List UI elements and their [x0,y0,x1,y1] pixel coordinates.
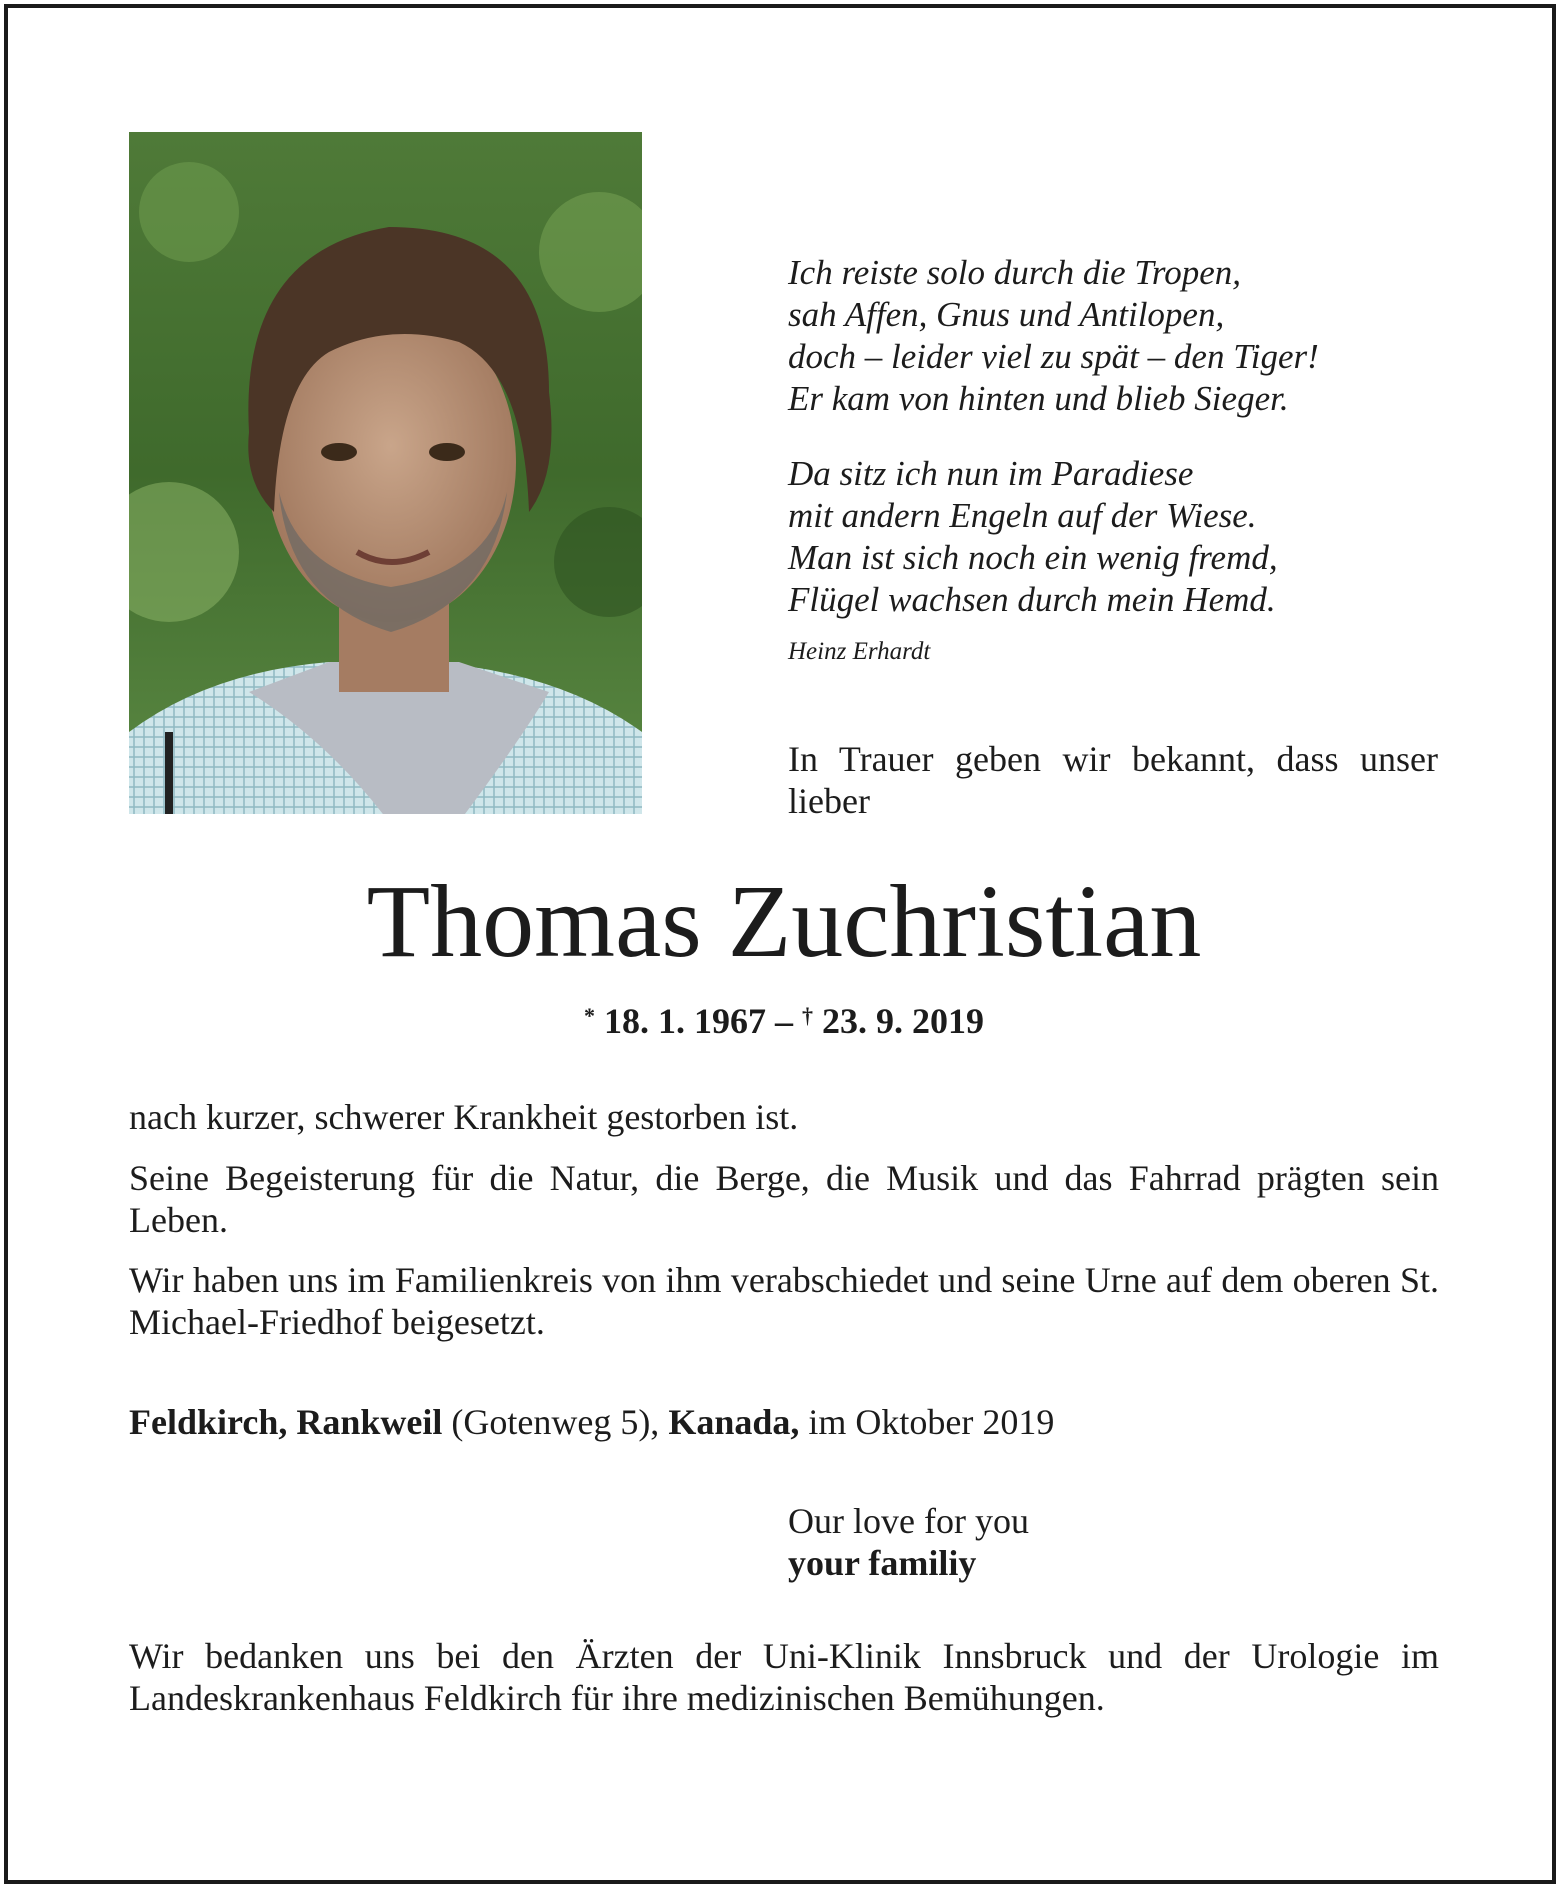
poem [788,252,1468,621]
place-cities: Feldkirch, Rankweil [129,1402,443,1442]
poem-line: Flügel wachsen durch mein Hemd. [788,580,1276,619]
place-country: Kanada, [668,1402,800,1442]
poem-line: Ich reiste solo durch die Tropen, [788,253,1242,292]
intro-text: In Trauer geben wir bekannt, dass unser lieber [788,739,1438,821]
life-dates [0,1000,1568,1042]
place-date: im Oktober 2019 [808,1402,1055,1442]
poem-line: mit andern Engeln auf der Wiese. [788,496,1257,535]
place-and-date [129,1401,1054,1443]
date-separator: – [775,1001,793,1041]
birth-symbol: * [584,1003,595,1028]
poem-line: Man ist sich noch ein wenig fremd, [788,538,1278,577]
closing-signature [788,1500,1029,1584]
thanks-paragraph: Wir bedanken uns bei den Ärzten der Uni-Klinik Innsbruck und der Urologie im Landeskrankenhaus Feldkirch für ihre medizinischen Bemühungen. [129,1636,1439,1718]
place-address: (Gotenweg 5), [451,1402,660,1442]
poem-line: doch – leider viel zu spät – den Tiger! [788,337,1319,376]
poem-stanza-1 [788,252,1468,420]
portrait-photo [129,132,642,814]
deceased-name: Thomas Zuchristian [366,864,1202,979]
poem-line: Er kam von hinten und blieb Sieger. [788,379,1289,418]
closing-family: your familiy [788,1543,977,1583]
passions-paragraph: Seine Begeisterung für die Natur, die Berge, die Musik und das Fahrrad prägten sein Leben. [129,1158,1439,1240]
death-note: nach kurzer, schwerer Krankheit gestorben ist. [129,1097,799,1137]
poem-author: Heinz Erhardt [788,638,931,665]
birth-date: 18. 1. 1967 [604,1001,766,1041]
farewell-paragraph: Wir haben uns im Familienkreis von ihm verabschiedet und seine Urne auf dem oberen St. Michael-Friedhof beigesetzt. [129,1260,1439,1342]
death-date: 23. 9. 2019 [822,1001,984,1041]
poem-line: sah Affen, Gnus und Antilopen, [788,295,1225,334]
death-symbol: † [802,1003,813,1028]
poem-line: Da sitz ich nun im Paradiese [788,454,1194,493]
poem-stanza-2 [788,453,1468,621]
closing-love: Our love for you [788,1501,1029,1541]
